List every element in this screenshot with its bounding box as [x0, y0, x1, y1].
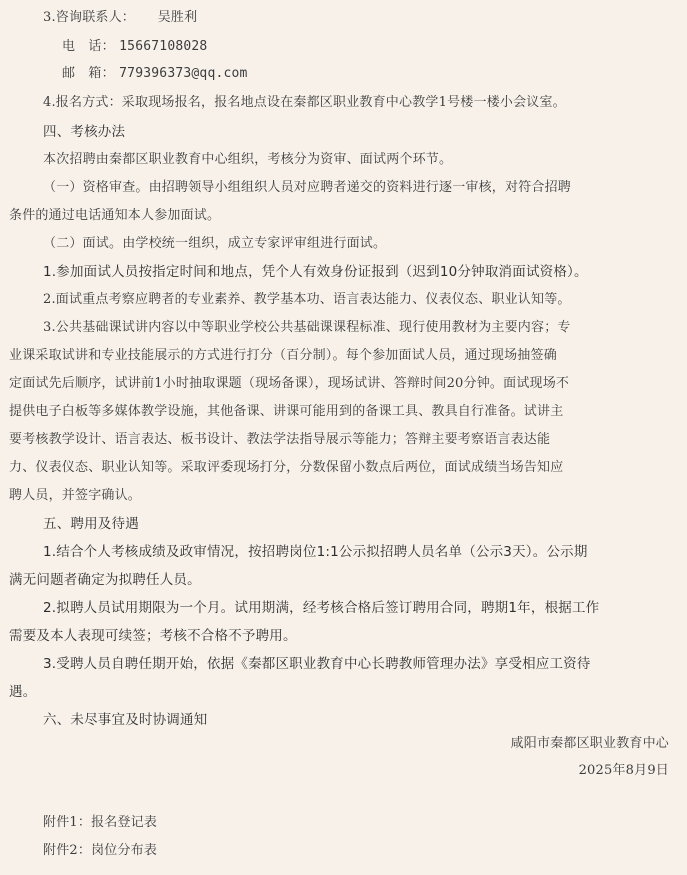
employment-item-1-line: 满无问题者确定为拟聘任人员。 [9, 572, 201, 588]
interview-item-3-line: 业课采取试讲和专业技能展示的方式进行打分（百分制）。每个参加面试人员，通过现场抽签确 [9, 348, 557, 363]
employment-item-2-line: 2.拟聘人员试用期限为一个月。试用期满，经考核合格后签订聘用合同，聘期1年，根据工作 [43, 600, 600, 616]
signature-date: 2025年8月9日 [578, 763, 669, 778]
email-label: 邮 箱： [62, 66, 115, 81]
interview-item-3-line: 3.公共基础课试讲内容以中等职业学校公共基础课课程标准、现行使用教材为主要内容；专 [43, 320, 571, 335]
section-title-assessment: 四、考核办法 [43, 124, 126, 140]
signature-organization: 咸阳市秦都区职业教育中心 [510, 736, 669, 751]
contact-name: 吴胜利 [157, 10, 198, 25]
assessment-intro: 本次招聘由秦都区职业教育中心组织，考核分为资审、面试两个环节。 [43, 152, 453, 167]
section-title-misc: 六、未尽事宜及时协调通知 [43, 712, 208, 728]
email-value: 779396373@qq.com [119, 66, 248, 81]
employment-item-1-line: 1.结合个人考核成绩及政审情况，按招聘岗位1:1公示拟招聘人员名单（公示3天）。公示期 [43, 544, 588, 560]
employment-item-3-line: 遇。 [9, 684, 37, 700]
interview-item-3-line: 定面试先后顺序，试讲前1小时抽取课题（现场备课），现场试讲、答辩时间20分钟。面试现场不 [9, 376, 570, 391]
section-title-employment: 五、聘用及待遇 [43, 516, 139, 532]
attachment-item[interactable]: 附件1：报名登记表 [43, 815, 158, 830]
qualification-review-line-2: 条件的通过电话通知本人参加面试。 [9, 208, 221, 223]
attachment-item[interactable]: 附件2：岗位分布表 [43, 843, 158, 858]
contact-email [62, 63, 248, 85]
contact-heading [43, 7, 197, 29]
interview-heading: （二）面试。由学校统一组织，成立专家评审组进行面试。 [43, 236, 387, 251]
signup-method: 4.报名方式：采取现场报名，报名地点设在秦都区职业教育中心教学1号楼一楼小会议室。 [43, 95, 566, 110]
qualification-review-line-1: （一）资格审查。由招聘领导小组组织人员对应聘者递交的资料进行逐一审核，对符合招聘 [43, 180, 572, 195]
employment-item-3-line: 3.受聘人员自聘任期开始，依据《秦都区职业教育中心长聘教师管理办法》享受相应工资待 [43, 656, 591, 672]
interview-item-3-line: 提供电子白板等多媒体教学设施，其他备课、讲课可能用到的备课工具、教具自行准备。试讲主 [9, 404, 564, 419]
interview-item-3-line: 力、仪表仪态、职业认知等。采取评委现场打分，分数保留小数点后两位，面试成绩当场告知应 [9, 460, 564, 475]
contact-label: 3.咨询联系人： [43, 10, 136, 25]
interview-item-1: 1.参加面试人员按指定时间和地点，凭个人有效身份证报到（迟到10分钟取消面试资格）。 [43, 264, 588, 280]
interview-item-3-line: 聘人员，并签字确认。 [9, 488, 142, 503]
phone-label: 电 话： [62, 39, 115, 54]
interview-item-2: 2.面试重点考察应聘者的专业素养、教学基本功、语言表达能力、仪表仪态、职业认知等。 [43, 292, 571, 307]
employment-item-2-line: 需要及本人表现可续签；考核不合格不予聘用。 [9, 628, 297, 644]
interview-item-3-line: 要考核教学设计、语言表达、板书设计、教法学法指导展示等能力；答辩主要考察语言表达能 [9, 432, 551, 447]
contact-phone [62, 36, 207, 58]
phone-value: 15667108028 [119, 39, 208, 54]
